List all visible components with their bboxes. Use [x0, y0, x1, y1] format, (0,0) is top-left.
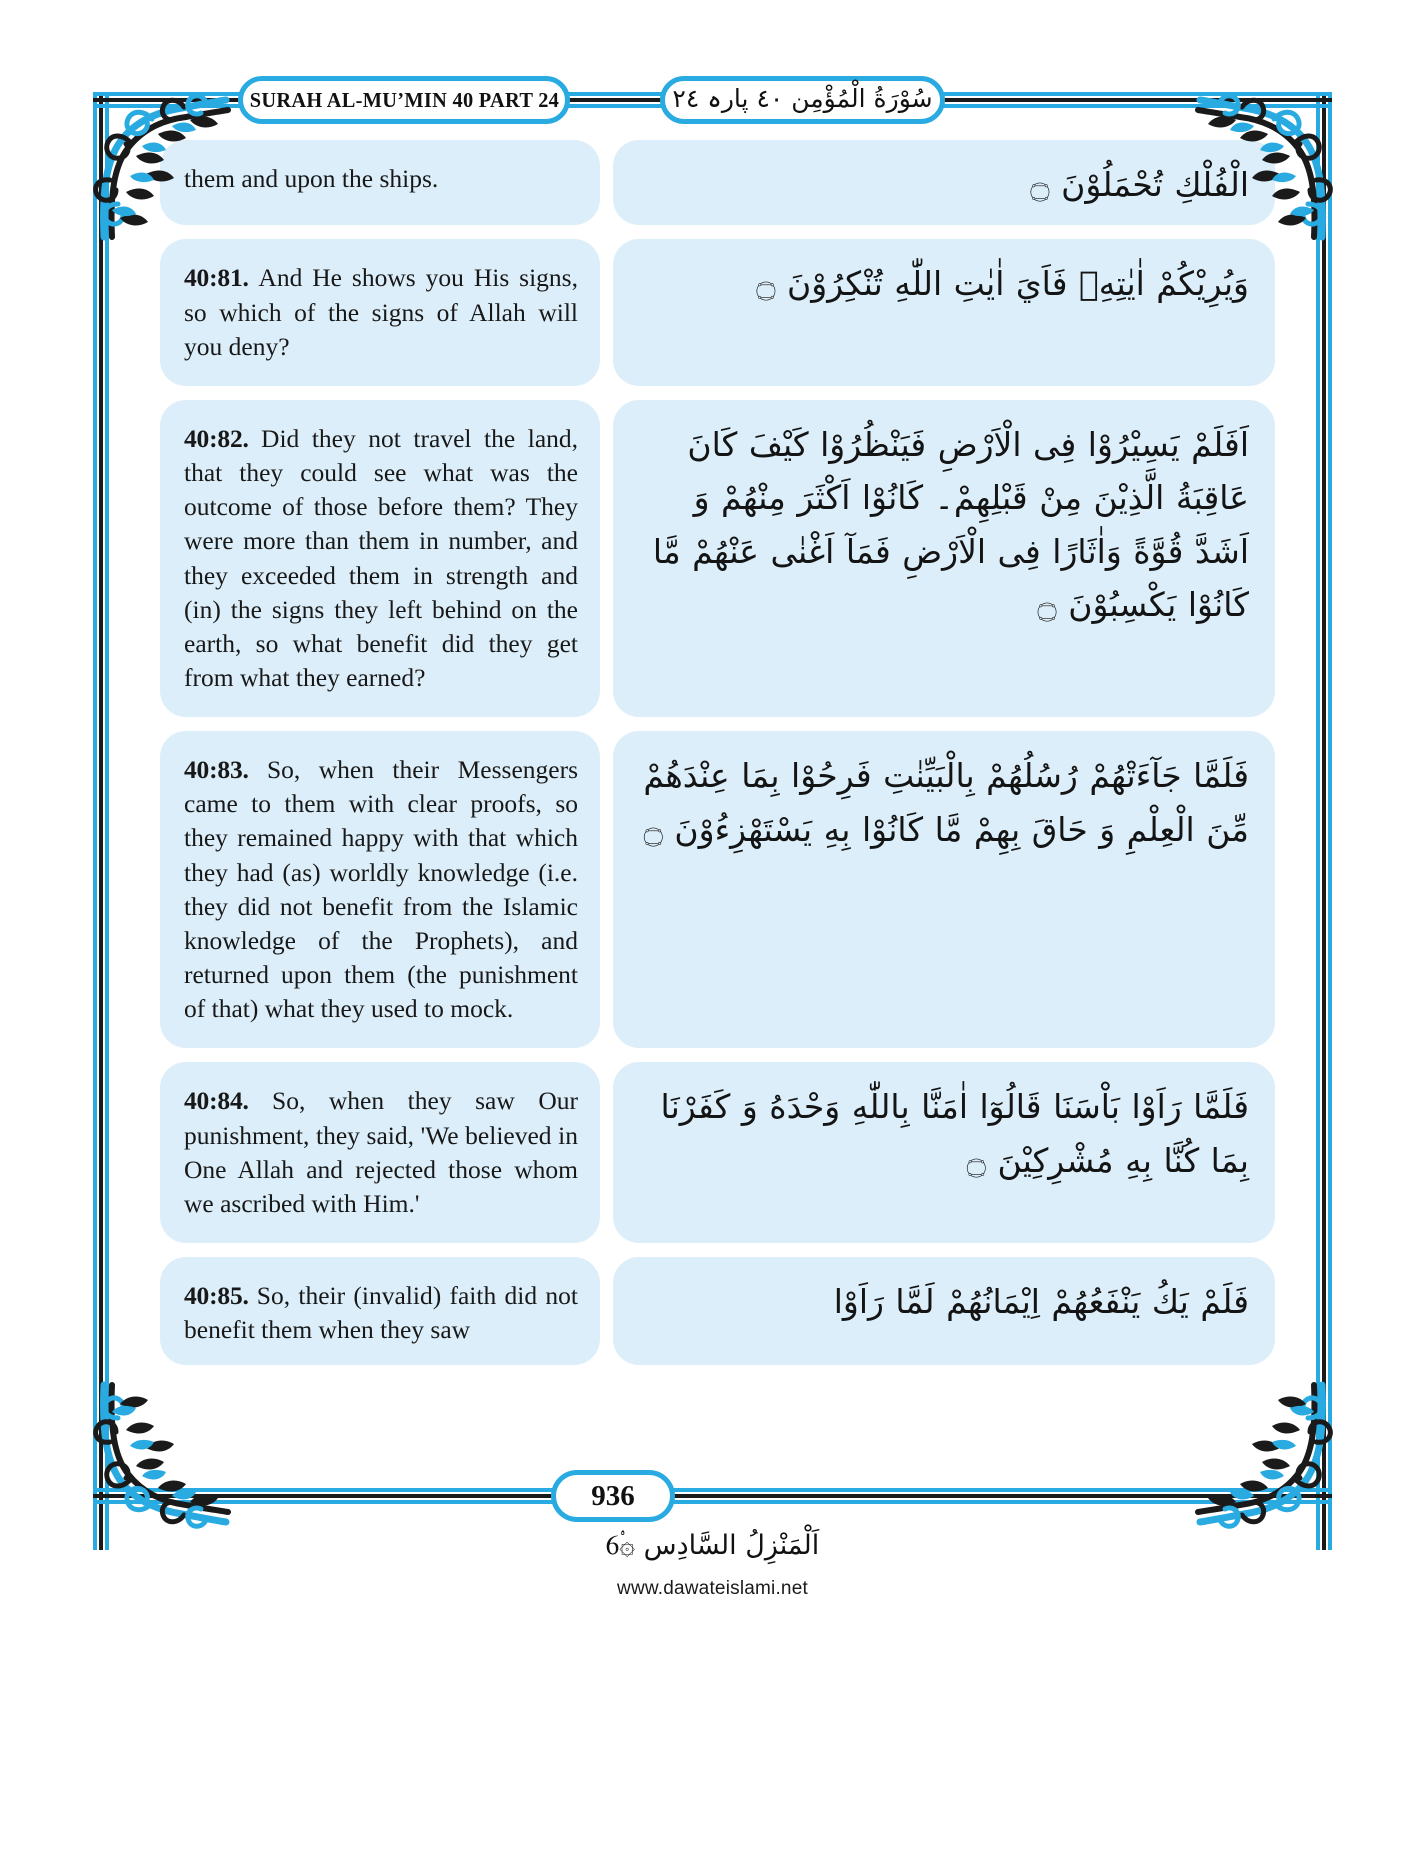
verse-english-text: Did they not travel the land, that they could see what was the outcome of those before them? They were more than them in number, and they exceeded them in strength and (in) the signs they left behind on the earth, so what benefit did they get from what they earned? — [184, 423, 579, 693]
floral-corner-ornament-icon — [1190, 72, 1340, 242]
right-border-rule — [1316, 95, 1332, 1550]
verse-english-text: So, when their Messengers came to them with clear proofs, so they remained happy with that which they had (as) worldly knowledge (i.e. they did not benefit from the Islamic knowledge of the Prophets), and returned upon them (the punishment of that) what they used to mock. — [184, 755, 578, 1024]
verse-row — [160, 400, 1275, 717]
footer-rule-cyan-top — [93, 1488, 1332, 1492]
verse-arabic-cell — [613, 239, 1275, 385]
border-rule-black — [1322, 95, 1326, 1550]
manzil-label: اَلْمَنْزِلُ السَّادِس ۞6۟ — [605, 1530, 820, 1561]
website-url: www.dawateislami.net — [617, 1578, 808, 1599]
surah-title-text: SURAH AL-MU’MIN 40 PART 24 — [249, 87, 559, 112]
footer-rule-black — [93, 1494, 1332, 1498]
left-border-rule — [93, 95, 109, 1550]
verse-arabic-cell — [613, 140, 1275, 225]
verse-number: 40:84. — [184, 1086, 273, 1116]
verse-english-text: So, when they saw Our punishment, they said, 'We believed in One Allah and rejected those whom we ascribed with Him.' — [184, 1086, 579, 1218]
verse-english-cell — [160, 400, 600, 717]
border-rule-black — [99, 95, 103, 1550]
verse-number: 40:82. — [184, 423, 262, 453]
surah-arabic-cartouche — [660, 76, 945, 124]
header-rule-middle — [565, 92, 665, 108]
verse-row — [160, 1062, 1275, 1243]
surah-arabic-text: سُوْرَةُ الْمُؤْمِن ٤٠ پارہ ٢٤ — [672, 84, 933, 113]
verse-arabic-cell — [613, 400, 1275, 717]
floral-corner-ornament-icon — [86, 1380, 236, 1550]
verse-english-cell — [160, 731, 600, 1048]
verse-number: 40:83. — [184, 755, 267, 785]
verse-row — [160, 731, 1275, 1048]
verse-arabic-text: الْفُلْكِ تُحْمَلُوْنَ ۝ — [1030, 165, 1249, 204]
verse-row — [160, 140, 1275, 225]
verse-arabic-cell — [613, 1062, 1275, 1243]
verse-english-cell — [160, 1062, 600, 1243]
verse-arabic-cell — [613, 1257, 1275, 1365]
border-rule-cyan-outer — [93, 95, 97, 1550]
border-rule-cyan-inner — [1316, 95, 1320, 1550]
border-rule-cyan-outer — [1328, 95, 1332, 1550]
page-number: 936 — [591, 1479, 635, 1512]
verse-row — [160, 239, 1275, 385]
verse-list — [160, 140, 1275, 1379]
floral-corner-ornament-icon — [86, 72, 236, 242]
verse-arabic-text: اَفَلَمْ يَسِيْرُوْا فِى الْاَرْضِ فَيَنْظُرُوْا كَيْفَ كَانَ عَاقِبَةُ الَّذِيْنَ مِنْ قَبْلِهِمْ۔ كَانُوْا اَكْثَرَ مِنْهُمْ وَ اَشَدَّ قُوَّةً وَاٰثَارًا فِى الْاَرْضِ فَمَآ اَغْنٰى عَنْهُمْ مَّا كَانُوْا يَكْسِبُوْنَ ۝ — [652, 424, 1249, 625]
verse-arabic-text: فَلَمَّا رَاَوْا بَاْسَنَا قَالُوٓا اٰمَنَّا بِاللّٰهِ وَحْدَهُ وَ كَفَرْنَا بِمَا كُنَّا بِهِ مُشْرِكِيْنَ ۝ — [660, 1087, 1249, 1180]
footer-rule-cyan-bottom — [93, 1500, 1332, 1504]
footer-rule — [93, 1488, 1332, 1504]
header-rule-black — [565, 98, 665, 102]
verse-arabic-text: فَلَمَّا جَآءَتْهُمْ رُسُلُهُمْ بِالْبَيِّنٰتِ فَرِحُوْا بِمَا عِنْدَهُمْ مِّنَ الْعِلْمِ وَ حَاقَ بِهِمْ مَّا كَانُوْا بِهِ يَسْتَهْزِءُوْنَ ۝ — [643, 756, 1249, 849]
verse-number: 40:81. — [184, 263, 259, 293]
border-rule-cyan-inner — [105, 95, 109, 1550]
verse-arabic-text: وَيُرِيْكُمْ اٰيٰتِهِۖ فَاَيَ اٰيٰتِ اللّٰهِ تُنْكِرُوْنَ ۝ — [756, 264, 1249, 304]
verse-arabic-cell — [613, 731, 1275, 1048]
page-number-cartouche — [551, 1470, 675, 1522]
verse-english-cell — [160, 239, 600, 385]
floral-corner-ornament-icon — [1190, 1380, 1340, 1550]
surah-title-cartouche — [238, 76, 570, 124]
header-rule-cyan-bottom — [565, 104, 665, 108]
verse-number: 40:85. — [184, 1281, 257, 1311]
verse-row — [160, 1257, 1275, 1365]
header-rule-cyan-top — [565, 92, 665, 96]
verse-arabic-text: فَلَمْ يَكُ يَنْفَعُهُمْ اِيْمَانُهُمْ لَمَّا رَاَوْا — [833, 1282, 1249, 1322]
verse-english-text: them and upon the ships. — [184, 164, 439, 193]
verse-english-text: And He shows you His signs, so which of the signs of Allah will you deny? — [184, 263, 578, 361]
verse-english-cell — [160, 1257, 600, 1365]
verse-english-text: So, their (invalid) faith did not benefit them when they saw — [184, 1281, 578, 1345]
